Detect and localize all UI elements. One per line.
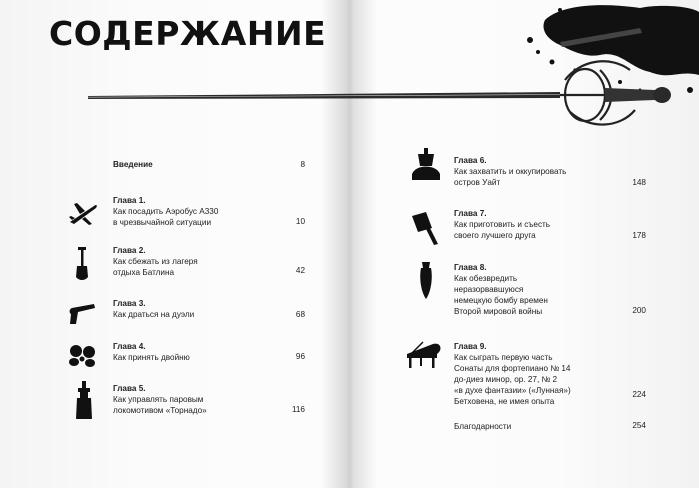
toc-entry-intro[interactable] xyxy=(113,159,153,170)
page-number: 10 xyxy=(295,217,305,226)
bomb-icon xyxy=(419,262,433,300)
airplane-icon xyxy=(68,200,98,226)
piano-icon xyxy=(405,340,443,370)
chapter-label: Глава 1. xyxy=(113,196,146,205)
toc-entry-acknowledgements[interactable]: Благодарности xyxy=(454,422,512,431)
page-number: 200 xyxy=(632,306,646,315)
toc-entry-chapter-7[interactable]: Глава 7. Как приготовить и съесть своего лучшего друга xyxy=(454,209,551,240)
babies-icon xyxy=(66,343,98,369)
toc-entry-chapter-2[interactable]: Глава 2. Как сбежать из лагеря отдыха Батлина xyxy=(113,246,198,277)
chapter-label: Глава 5. xyxy=(113,384,146,393)
page-number: 224 xyxy=(632,390,646,399)
toc-entry-chapter-3[interactable]: Глава 3. Как драться на дуэли xyxy=(113,299,195,319)
page-number: 96 xyxy=(295,352,305,361)
sword-illustration xyxy=(0,0,699,150)
toc-entry-chapter-6[interactable]: Глава 6. Как захватить и оккупировать остров Уайт xyxy=(454,156,567,187)
shovel-icon xyxy=(74,247,90,281)
page-number: 68 xyxy=(295,310,305,319)
chapter-label: Глава 6. xyxy=(454,156,487,165)
toc-entry-chapter-4[interactable]: Глава 4. Как принять двойню xyxy=(113,342,190,362)
chapter-label: Введение xyxy=(113,160,153,169)
page-number: 42 xyxy=(295,266,305,275)
toc-entry-chapter-1[interactable]: Глава 1. Как посадить Аэробус А330 в чрезвычайной ситуации xyxy=(113,196,219,227)
page-number: 116 xyxy=(291,405,305,414)
chapter-label: Глава 8. xyxy=(454,263,487,272)
cleaver-icon xyxy=(408,210,440,246)
helmet-icon xyxy=(410,148,442,182)
page-number: 178 xyxy=(632,231,646,240)
toc-entry-chapter-8[interactable]: Глава 8. Как обезвредить неразорвавшуюся немецкую бомбу времен Второй мировой войны xyxy=(454,263,548,316)
page-number: 254 xyxy=(632,421,646,430)
pistol-icon xyxy=(66,302,96,326)
chapter-label: Глава 3. xyxy=(113,299,146,308)
chapter-label: Глава 2. xyxy=(113,246,146,255)
page-title: СОДЕРЖАНИЕ xyxy=(49,14,327,53)
chapter-label: Глава 4. xyxy=(113,342,146,351)
page-number: 148 xyxy=(632,178,646,187)
page-number: 8 xyxy=(300,160,305,169)
chapter-label: Глава 9. xyxy=(454,342,487,351)
chapter-label: Глава 7. xyxy=(454,209,487,218)
whistle-icon xyxy=(74,381,94,421)
toc-entry-chapter-9[interactable]: Глава 9. Как сыграть первую часть Сонаты для фортепиано № 14 до-диез минор, ор. 27, № 2 «в духе фантазии» («Лунная») Бетховена, не имея опыта xyxy=(454,342,571,406)
toc-entry-chapter-5[interactable]: Глава 5. Как управлять паровым локомотивом «Торнадо» xyxy=(113,384,207,415)
